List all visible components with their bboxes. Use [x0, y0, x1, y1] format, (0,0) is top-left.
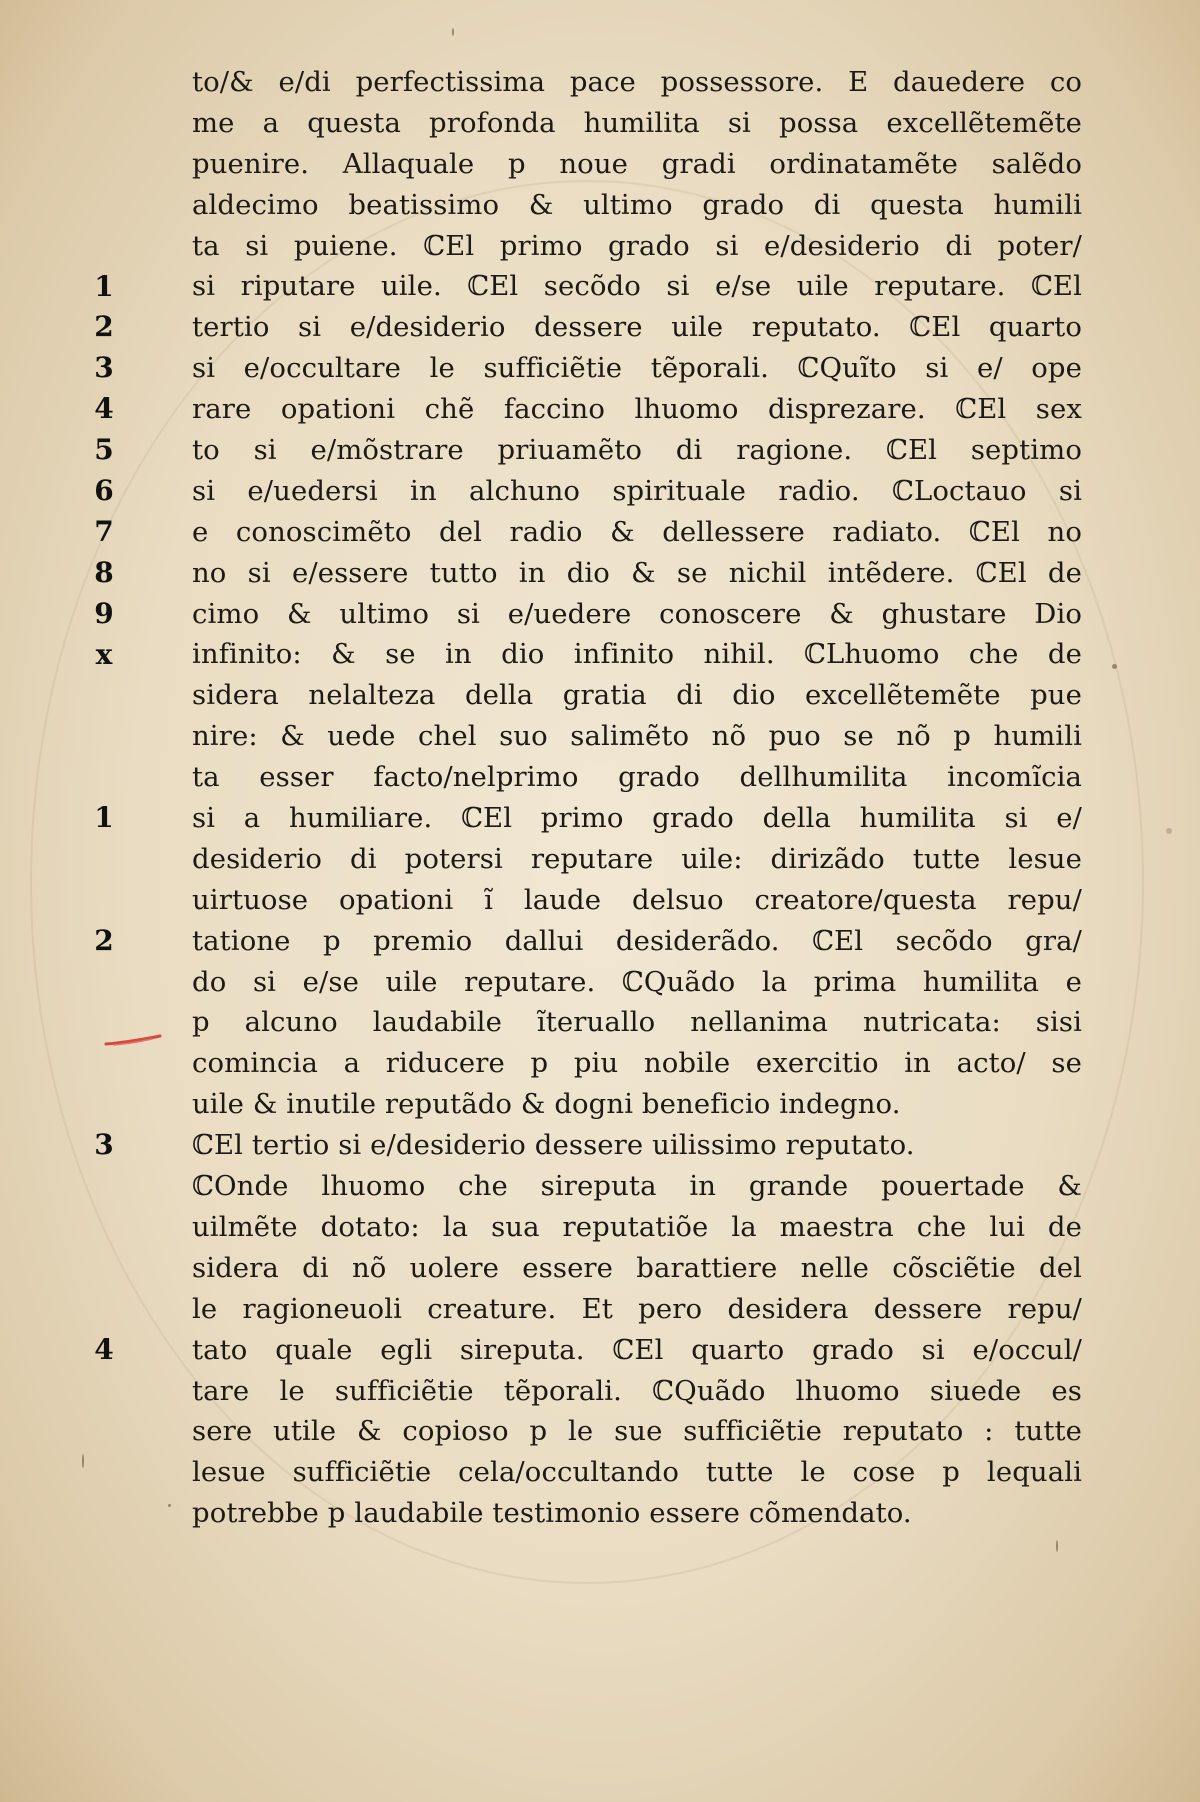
margin-numeral: 3: [94, 1128, 114, 1162]
text-line: uile & inutile reputãdo & dogni beneficio indegno.: [192, 1088, 901, 1121]
text-line: sere utile & copioso p le sue sufficiẽtie reputato : tutte: [192, 1415, 1082, 1448]
text-line: e conoscimẽto del radio & dellessere radiato. ℂEl no: [192, 515, 1082, 548]
margin-numeral: 2: [94, 310, 114, 344]
text-line: puenire. Allaquale p noue gradi ordinatamẽte salẽdo: [192, 147, 1082, 180]
text-line: si riputare uile. ℂEl secõdo si e/se uile reputare. ℂEl: [192, 270, 1082, 303]
text-line: comincia a riducere p piu nobile exercitio in acto/ se: [192, 1047, 1082, 1080]
margin-numeral: 6: [94, 474, 114, 507]
margin-numeral: 8: [94, 555, 114, 589]
margin-numeral: 7: [94, 514, 114, 548]
margin-numeral: 2: [94, 923, 114, 957]
margin-numeral: 3: [94, 351, 114, 385]
margin-numeral: 5: [94, 433, 114, 467]
text-line: lesue sufficiẽtie cela/occultando tutte le cose p lequali: [192, 1456, 1082, 1489]
text-line: to/& e/di perfectissima pace possessore. E dauedere co: [192, 66, 1082, 98]
margin-numeral: 1: [94, 269, 114, 303]
text-line: ℂOnde lhuomo che sireputa in grande pouertade &: [192, 1170, 1082, 1203]
paper-speck: [1056, 1540, 1058, 1552]
margin-numeral: 1: [94, 801, 114, 835]
text-line: si e/uedersi in alchuno spirituale radio. ℂLoctauo si: [192, 474, 1082, 507]
paper-speck: [168, 1504, 171, 1507]
text-line: le ragioneuoli creature. Et pero desidera dessere repu/: [192, 1292, 1082, 1325]
text-line: nire: & uede chel suo salimẽto nõ puo se nõ p humili: [192, 720, 1082, 753]
text-line: ta si puiene. ℂEl primo grado si e/desiderio di poter/: [192, 229, 1082, 262]
margin-numeral: x: [95, 637, 113, 671]
text-line: sidera nelalteza della gratia di dio excellẽtemẽte pue: [192, 679, 1082, 712]
text-line: tatione p premio dallui desiderãdo. ℂEl secõdo gra/: [192, 924, 1082, 957]
text-line: do si e/se uile reputare. ℂQuãdo la prima humilita e: [192, 965, 1082, 998]
red-pencil-mark: [104, 1034, 162, 1048]
text-line: infinito: & se in dio infinito nihil. ℂLhuomo che de: [192, 638, 1082, 671]
paper-speck: [1166, 828, 1172, 834]
text-line: tare le sufficiẽtie tẽporali. ℂQuãdo lhuomo siuede es: [192, 1374, 1082, 1407]
text-line: to si e/mõstrare priuamẽto di ragione. ℂEl septimo: [192, 434, 1082, 467]
text-line: ℂEl tertio si e/desiderio dessere uilissimo reputato.: [192, 1129, 915, 1162]
text-line: cimo & ultimo si e/uedere conoscere & ghustare Dio: [192, 597, 1082, 630]
text-line: rare opationi chẽ faccino lhuomo disprezare. ℂEl sex: [192, 393, 1082, 426]
text-line: ta esser facto/nelprimo grado dellhumilita incomĩcia: [192, 761, 1082, 794]
margin-numeral: 4: [94, 1332, 114, 1366]
text-line: potrebbe p laudabile testimonio essere cõmendato.: [192, 1497, 912, 1530]
text-line: tato quale egli sireputa. ℂEl quarto grado si e/occul/: [192, 1333, 1082, 1366]
text-line: si a humiliare. ℂEl primo grado della humilita si e/: [192, 802, 1082, 835]
text-line: me a questa profonda humilita si possa excellẽtemẽte: [192, 106, 1082, 139]
text-line: si e/occultare le sufficiẽtie tẽporali. ℂQuĩto si e/ ope: [192, 352, 1082, 385]
paper-speck: [1112, 664, 1117, 669]
text-line: aldecimo beatissimo & ultimo grado di questa humili: [192, 188, 1082, 221]
text-line: p alcuno laudabile ĩteruallo nellanima nutricata: sisi: [192, 1006, 1082, 1039]
text-line: uilmẽte dotato: la sua reputatiõe la maestra che lui de: [192, 1210, 1082, 1243]
paper-speck: [452, 28, 454, 36]
text-line: sidera di nõ uolere essere barattiere nelle cõsciẽtie del: [192, 1251, 1082, 1284]
text-line: desiderio di potersi reputare uile: dirizãdo tutte lesue: [192, 842, 1082, 875]
paper-speck: [82, 1454, 84, 1468]
text-line: uirtuose opationi ĩ laude delsuo creatore/questa repu/: [192, 883, 1082, 916]
text-line: tertio si e/desiderio dessere uile reputato. ℂEl quarto: [192, 311, 1082, 344]
text-line: no si e/essere tutto in dio & se nichil intẽdere. ℂEl de: [192, 556, 1082, 589]
text-column: [192, 62, 1082, 1534]
margin-numeral: 4: [94, 392, 114, 426]
margin-numeral: 9: [94, 596, 114, 630]
